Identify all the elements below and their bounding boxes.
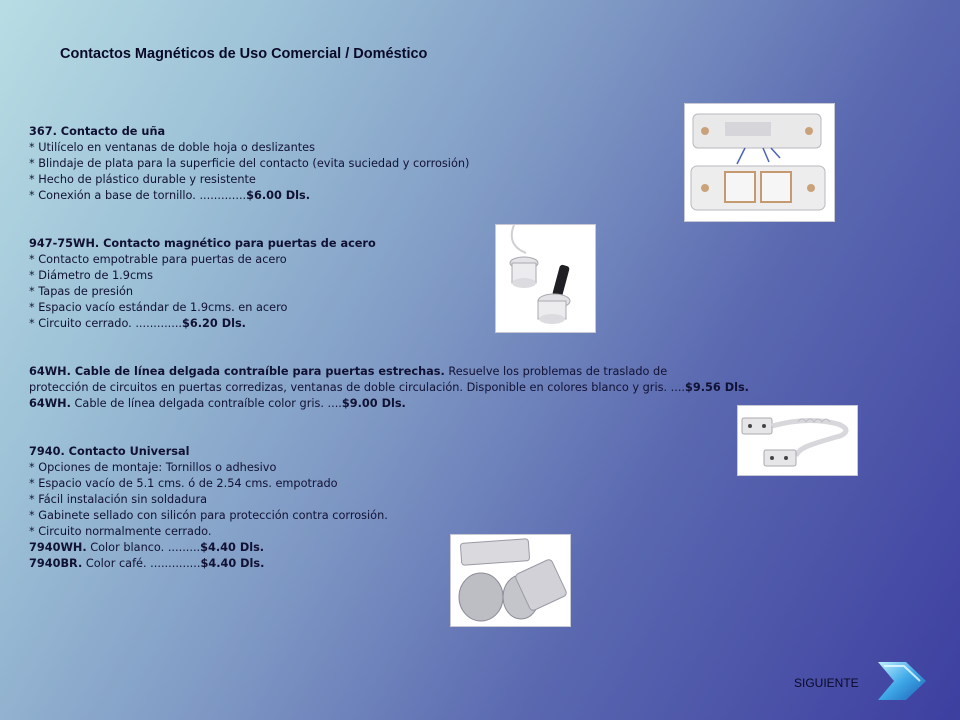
price: $6.20 Dls. [182,317,246,330]
product-photo-947-75wh [495,224,596,333]
description: protección de circuitos en puertas corredizas, ventanas de doble circulación. Disponible en colores blanco y gris. .... [29,381,686,394]
product-heading: 367. Contacto de uña [29,125,166,138]
feature-line: * Circuito cerrado. ............. [29,317,183,330]
product-heading: 64WH. Cable de línea delgada contraíble para puertas estrechas. [29,365,445,378]
feature-line: * Conexión a base de tornillo. ............. [29,189,247,202]
feature-line: * Fácil instalación sin soldadura [29,493,208,506]
feature-line: * Contacto empotrable para puertas de acero [29,253,287,266]
feature-line: * Espacio vacío de 5.1 cms. ó de 2.54 cms. empotrado [29,477,338,490]
description: Cable de línea delgada contraíble color gris. .... [70,397,342,410]
price: $9.56 Dls. [685,381,749,394]
feature-line: * Circuito normalmente cerrado. [29,525,212,538]
feature-line: * Espacio vacío estándar de 1.9cms. en acero [29,301,288,314]
product-64wh [29,364,749,412]
product-code: 7940WH. [29,541,87,554]
product-heading: 947-75WH. Contacto magnético para puertas de acero [29,237,376,250]
feature-line: * Opciones de montaje: Tornillos o adhesivo [29,461,277,474]
feature-line: * Utilícelo en ventanas de doble hoja o deslizantes [29,141,315,154]
page-title: Contactos Magnéticos de Uso Comercial / Doméstico [60,46,428,62]
feature-line: * Tapas de presión [29,285,134,298]
description: Resuelve los problemas de traslado de [444,365,668,378]
description: Color café. .............. [82,557,201,570]
product-367 [29,124,469,204]
product-code: 7940BR. [29,557,83,570]
next-arrow-icon[interactable] [876,660,928,702]
product-7940 [29,444,388,572]
price: $4.40 Dls. [200,541,265,554]
feature-line: * Gabinete sellado con silicón para protección contra corrosión. [29,509,388,522]
feature-line: * Diámetro de 1.9cms [29,269,154,282]
product-photo-7940 [450,534,571,627]
product-photo-64wh [737,405,858,476]
product-heading: 7940. Contacto Universal [29,445,190,458]
product-code: 64WH. [29,397,71,410]
feature-line: * Blindaje de plata para la superficie del contacto (evita suciedad y corrosión) [29,157,470,170]
description: Color blanco. ......... [86,541,201,554]
product-947-75wh [29,236,376,332]
price: $4.40 Dls. [200,557,265,570]
feature-line: * Hecho de plástico durable y resistente [29,173,256,186]
price: $6.00 Dls. [246,189,311,202]
next-link-label[interactable]: SIGUIENTE [794,676,859,690]
price: $9.00 Dls. [341,397,406,410]
product-photo-367 [684,103,835,222]
